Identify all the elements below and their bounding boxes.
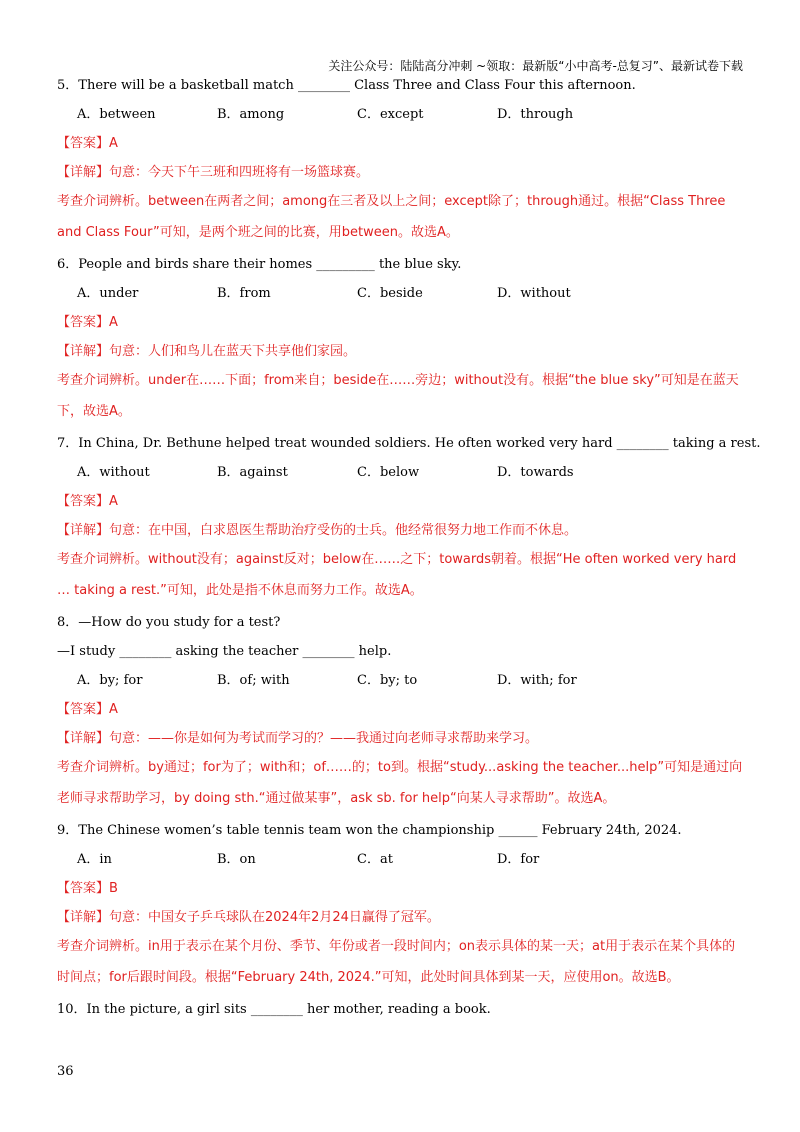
- answer: 【答案】A: [57, 136, 118, 151]
- question-stem: 8．—How do you study for a test?: [57, 615, 281, 630]
- answer: 【答案】B: [57, 881, 118, 896]
- option-a: A．between: [77, 107, 156, 122]
- question-7: [57, 434, 761, 606]
- answer: 【答案】A: [57, 702, 118, 717]
- option-b: B．from: [217, 286, 271, 301]
- detail: 【详解】句意：人们和鸟儿在蓝天下共享他们家园。: [57, 344, 357, 359]
- explanation: 考查介词辨析。without没有；against反对；below在……之下；towards朝着。根据“He often worked very hard … taking a rest.”可知，此处是指不休息而努力工作。故选A。: [57, 552, 737, 598]
- option-d: D．without: [497, 286, 571, 301]
- option-c: C．at: [357, 852, 393, 867]
- option-b: B．on: [217, 852, 256, 867]
- option-a: A．by; for: [77, 673, 143, 688]
- answer: 【答案】A: [57, 315, 118, 330]
- options-row: [57, 284, 747, 304]
- question-10: [57, 1000, 747, 1020]
- option-b: B．against: [217, 465, 288, 480]
- question-stem: 9．The Chinese women’s table tennis team won the championship ______ February 24th, 2024.: [57, 823, 682, 838]
- question-6: [57, 255, 747, 427]
- option-d: D．with; for: [497, 673, 577, 688]
- question-stem: 5．There will be a basketball match ________ Class Three and Class Four this afternoon.: [57, 78, 636, 93]
- question-9: [57, 821, 747, 993]
- option-c: C．below: [357, 465, 420, 480]
- option-b: B．of; with: [217, 673, 290, 688]
- page-content: [57, 76, 761, 1027]
- question-stem: 10．In the picture, a girl sits ________ her mother, reading a book.: [57, 1002, 491, 1017]
- options-row: [57, 105, 747, 125]
- detail: 【详解】句意：中国女子乒乓球队在2024年2月24日赢得了冠军。: [57, 910, 440, 925]
- question-stem-reply: —I study ________ asking the teacher ________ help.: [57, 644, 392, 659]
- explanation: 考查介词辨析。in用于表示在某个月份、季节、年份或者一段时间内；on表示具体的某一天；at用于表示在某个具体的时间点；for后跟时间段。根据“February 24th, 2024.”可知，此处时间具体到某一天，应使用on。故选B。: [57, 939, 736, 985]
- question-stem: 7．In China, Dr. Bethune helped treat wounded soldiers. He often worked very hard ________ taking a rest.: [57, 436, 761, 451]
- explanation: 考查介词辨析。between在两者之间；among在三者及以上之间；except除了；through通过。根据“Class Three and Class Four”可知，是两个班之间的比赛，用between。故选A。: [57, 194, 726, 240]
- option-d: D．towards: [497, 465, 574, 480]
- detail: 【详解】句意：在中国，白求恩医生帮助治疗受伤的士兵。他经常很努力地工作而不休息。: [57, 523, 578, 538]
- option-c: C．beside: [357, 286, 423, 301]
- answer: 【答案】A: [57, 494, 118, 509]
- option-d: D．through: [497, 107, 574, 122]
- question-8: [57, 613, 747, 814]
- options-row: [57, 671, 747, 691]
- detail: 【详解】句意：今天下午三班和四班将有一场篮球赛。: [57, 165, 370, 180]
- page-header: 关注公众号：陆陆高分冲刺 ~领取：最新版“小中高考-总复习”、最新试卷下载: [328, 59, 743, 73]
- question-5: [57, 76, 747, 248]
- option-c: C．by; to: [357, 673, 418, 688]
- option-c: C．except: [357, 107, 424, 122]
- option-a: A．under: [77, 286, 139, 301]
- option-b: B．among: [217, 107, 285, 122]
- explanation: 考查介词辨析。by通过；for为了；with和；of……的；to到。根据“study...asking the teacher...help”可知是通过向老师寻求帮助学习，by doing sth.“通过做某事”，ask sb. for help“向某人寻求帮助”。故选A。: [57, 760, 743, 806]
- page-number: 36: [57, 1064, 74, 1079]
- detail: 【详解】句意：——你是如何为考试而学习的？——我通过向老师寻求帮助来学习。: [57, 731, 539, 746]
- options-row: [57, 463, 747, 483]
- option-d: D．for: [497, 852, 540, 867]
- options-row: [57, 850, 747, 870]
- explanation: 考查介词辨析。under在……下面；from来自；beside在……旁边；without没有。根据“the blue sky”可知是在蓝天下，故选A。: [57, 373, 739, 419]
- option-a: A．without: [77, 465, 150, 480]
- option-a: A．in: [77, 852, 112, 867]
- question-stem: 6．People and birds share their homes _________ the blue sky.: [57, 257, 462, 272]
